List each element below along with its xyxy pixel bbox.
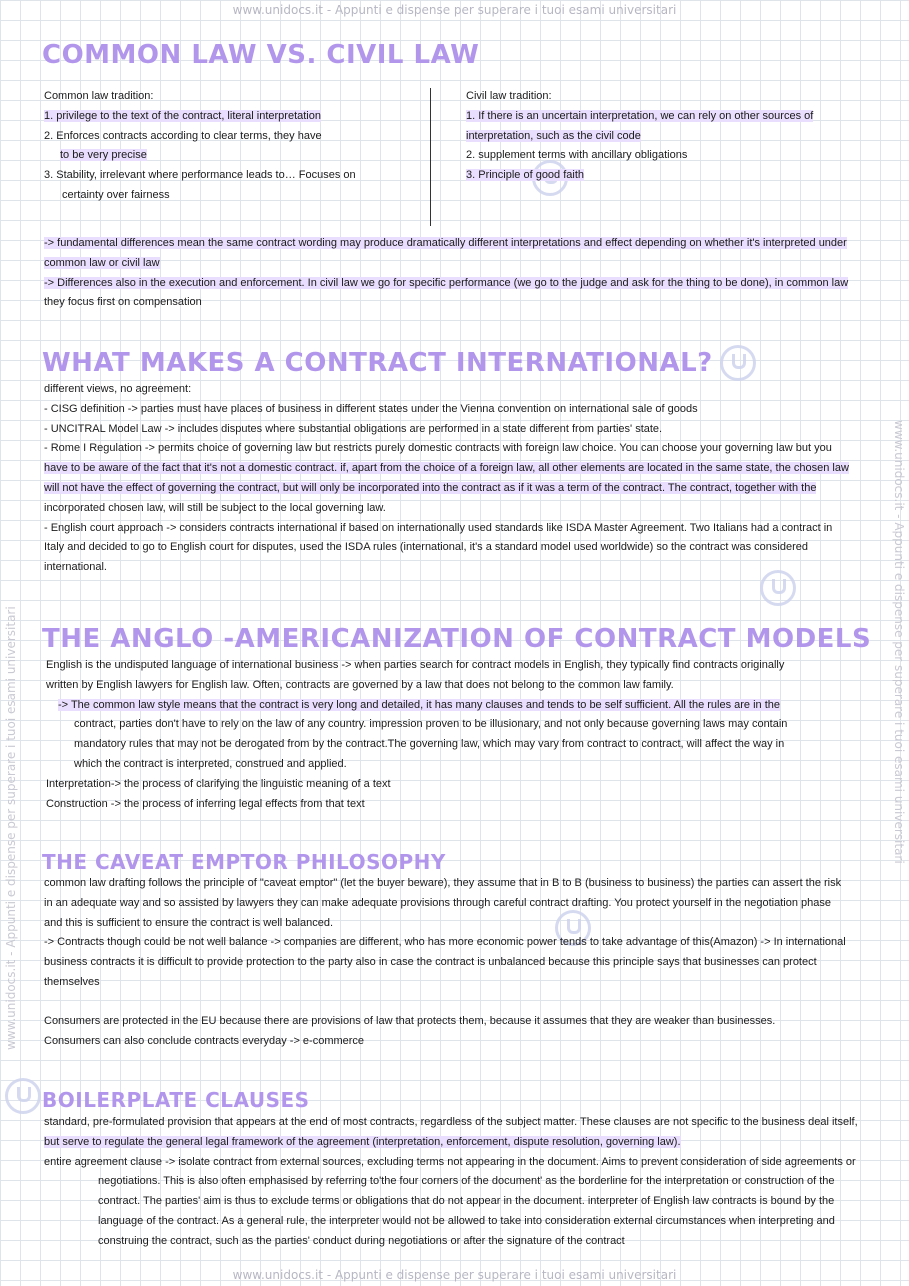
watermark-right: www.unidocs.it - Appunti e dispense per superare i tuoi esami universitari	[892, 420, 906, 864]
note-2: -> Differences also in the execution and enforcement. In civil law we go for specific performance (we go to the judge and ask for the thing to be done), in common law	[44, 276, 849, 289]
differences-notes	[44, 234, 884, 313]
text-line: written by English lawyers for English law. Often, contracts are governed by a law that does not belong to the common law family.	[46, 678, 674, 691]
civil-law-heading: Civil law tradition:	[466, 90, 552, 102]
text-line: and this is sufficient to ensure the contract is well balanced.	[44, 916, 334, 929]
text-line: themselves	[44, 975, 100, 988]
civil-law-item-1-cont: interpretation, such as the civil code	[466, 129, 641, 142]
unidocs-logo-icon	[720, 345, 756, 381]
common-law-heading: Common law tradition:	[44, 90, 154, 102]
text-line: Construction -> the process of inferring legal effects from that text	[46, 797, 365, 810]
note-1: -> fundamental differences mean the same contract wording may produce dramatically different interpretations and effect depending on whether it's interpreted under	[44, 237, 847, 249]
text-line: business contracts it is difficult to provide protection to the party also in case the contract is unbalanced because this principle says that businesses can protect	[44, 956, 817, 969]
column-divider	[430, 88, 431, 226]
text-line: Italy and decided to go to English court for disputes, used the ISDA rules (international, it's a standard model used worldwide) so the contract was considered	[44, 541, 808, 554]
text-line: English is the undisputed language of international business -> when parties search for contract models in English, they typically find contracts originally	[46, 659, 785, 671]
text-line: have to be aware of the fact that it's not a domestic contract. if, apart from the choice of a foreign law, all other elements are located in the same state, the chosen law	[44, 462, 849, 475]
text-line: contract, parties don't have to rely on the law of any country. impression proven to be illusionary, and not only because governing laws may contain	[74, 718, 788, 731]
text-line: -> The common law style means that the contract is very long and detailed, it has many clauses and tends to be self sufficient. All the rules are in the	[58, 698, 781, 711]
text-line: Interpretation-> the process of clarifying the linguistic meaning of a text	[46, 777, 391, 790]
common-law-item-3: 3. Stability, irrelevant where performance leads to… Focuses on	[44, 169, 356, 182]
common-law-item-1: 1. privilege to the text of the contract, literal interpretation	[44, 109, 321, 122]
text-line: Consumers can also conclude contracts everyday -> e-commerce	[44, 1034, 365, 1047]
text-line: international.	[44, 561, 107, 574]
boilerplate-body	[44, 1113, 889, 1252]
text-line: mandatory rules that may not be derogated from by the contract.The governing law, which may vary from contract to contract, will affect the way in	[74, 738, 785, 751]
text-line: incorporated chosen law, will still be subject to the local governing law.	[44, 501, 386, 514]
common-law-column	[44, 87, 424, 206]
text-line: - CISG definition -> parties must have places of business in different states under the Vienna convention on international sale of goods	[44, 402, 698, 415]
text-line: in an adequate way and so assisted by lawyers they can make adequate provisions through careful contract drafting. You protect yourself in the negotiation phase	[44, 896, 831, 909]
text-line: Consumers are protected in the EU because there are provisions of law that protects them, because it assumes that they are weaker than businesses.	[44, 1015, 776, 1027]
international-body	[44, 380, 889, 578]
common-law-item-2-cont: to be very precise	[60, 149, 147, 162]
anglo-body	[46, 656, 866, 814]
text-line: different views, no agreement:	[44, 383, 192, 395]
text-line: - Rome I Regulation -> permits choice of governing law but restricts purely domestic contracts with foreign law choice. You can choose your governing law but you	[44, 442, 832, 455]
section-title-boilerplate: BOILERPLATE CLAUSES	[42, 1088, 310, 1112]
section-title-common-vs-civil: COMMON LAW VS. CIVIL LAW	[42, 40, 480, 70]
civil-law-item-3: 3. Principle of good faith	[466, 169, 585, 182]
text-line: contract. The parties' aim is thus to exclude terms or obligations that do not appear in the document. interpreter of English law contracts is bound by the	[98, 1195, 835, 1208]
civil-law-item-1: 1. If there is an uncertain interpretation, we can rely on other sources of	[466, 109, 814, 122]
text-line: negotiations. This is also often emphasised by referring to'the four corners of the document' as the borderline for the interpretation or construction of the	[98, 1175, 835, 1188]
note-1-cont: common law or civil law	[44, 256, 160, 269]
unidocs-logo-icon	[5, 1078, 41, 1114]
watermark-left: www.unidocs.it - Appunti e dispense per superare i tuoi esami universitari	[4, 606, 18, 1050]
civil-law-column	[466, 87, 886, 186]
text-line: construing the contract, such as the parties' conduct during negotiations or after the signature of the contract	[98, 1234, 625, 1247]
text-line: which the contract is interpreted, construed and applied.	[74, 757, 347, 770]
watermark-top: www.unidocs.it - Appunti e dispense per superare i tuoi esami universitari	[232, 3, 677, 17]
text-line: common law drafting follows the principle of "caveat emptor" (let the buyer beware), they assume that in B to B (business to business) the parties can assert the risk	[44, 877, 842, 889]
watermark-bottom: www.unidocs.it - Appunti e dispense per superare i tuoi esami universitari	[232, 1268, 677, 1282]
text-line: but serve to regulate the general legal framework of the agreement (interpretation, enforcement, dispute resolution, governing law).	[44, 1135, 681, 1148]
text-line: -> Contracts though could be not well balance -> companies are different, who has more economic power tends to take advantage of this(Amazon) -> In international	[44, 936, 846, 949]
civil-law-item-2: 2. supplement terms with ancillary obligations	[466, 149, 688, 162]
text-line: standard, pre-formulated provision that appears at the end of most contracts, regardless of the subject matter. These clauses are not specific to the business deal itself,	[44, 1116, 858, 1128]
text-line: language of the contract. As a general rule, the interpreter would not be allowed to take into consideration external circumstances when interpreting and	[98, 1214, 835, 1227]
common-law-item-3-cont: certainty over fairness	[62, 188, 170, 201]
text-line: will not have the effect of governing the contract, but will only be incorporated into the contract as if it was a term of the contract. The contract, together with the	[44, 481, 817, 494]
common-law-item-2: 2. Enforces contracts according to clear terms, they have	[44, 129, 322, 142]
consumer-notes	[44, 1012, 889, 1052]
section-title-caveat-emptor: THE CAVEAT EMPTOR PHILOSOPHY	[42, 850, 446, 874]
caveat-body	[44, 874, 889, 993]
text-line: - English court approach -> considers contracts international if based on internationally used standards like ISDA Master Agreement. Two Italians had a contract in	[44, 521, 833, 534]
section-title-anglo-americanization: THE ANGLO -AMERICANIZATION OF CONTRACT MODELS	[42, 624, 872, 654]
text-line: entire agreement clause -> isolate contract from external sources, excluding terms not appearing in the document. Aims to prevent consideration of side agreements or	[44, 1155, 856, 1168]
text-line: - UNCITRAL Model Law -> includes disputes where substantial obligations are performed in a state different from parties' state.	[44, 422, 663, 435]
note-2-cont: they focus first on compensation	[44, 296, 202, 309]
section-title-international: WHAT MAKES A CONTRACT INTERNATIONAL?	[42, 348, 713, 378]
